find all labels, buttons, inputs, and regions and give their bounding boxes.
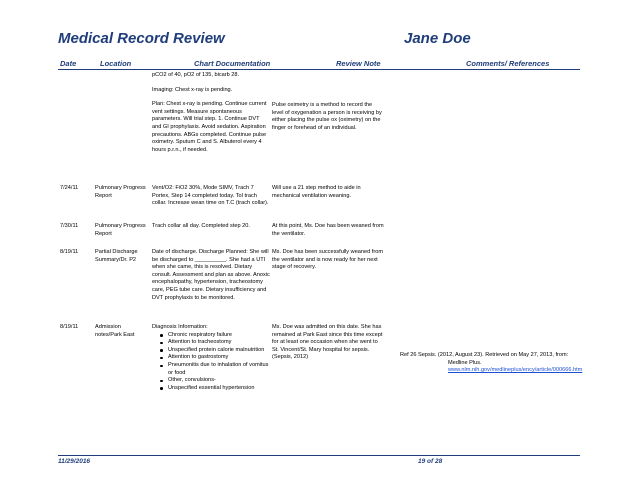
row-2-review-note: At this point, Ms. Doe has been weaned from the ventilator. [272, 223, 384, 237]
row-1-date: 7/24/11 [60, 185, 79, 191]
reference-link[interactable]: www.nlm.nih.gov/medlineplus/ency/article/000666.htm [448, 367, 583, 374]
list-item: Unspecified protein calorie malnutrition [168, 347, 270, 355]
column-header-chart-documentation: Chart Documentation [194, 59, 271, 68]
row-1-documentation: Vent/O2: FiO2 30%, Mode SIMV, Trach 7 Portex, Step 14 completed today. Tol trach collar. Increase wean time on T.C (trach collar). [152, 185, 269, 207]
list-item: Other, convulsions- [168, 377, 270, 385]
row-4-documentation [152, 324, 270, 392]
row-0-documentation [152, 72, 270, 161]
column-header-review-note: Review Note [336, 59, 381, 68]
row-3-location: Partial Discharge Summary/Dr. P2 [95, 249, 138, 263]
row-4-date: 8/19/11 [60, 324, 79, 330]
header-divider [58, 69, 580, 70]
row-0-review-note: Pulse oximetry is a method to record the level of oxygenation a person is receiving by either placing the pulse ox (oximetry) on the finger or forehead of an individual. [272, 102, 382, 131]
reference-text: Ref 26 Sepsis. (2012, August 23). Retrieved on May 27, 2013, from: Medline Plus. [400, 352, 569, 366]
column-header-date: Date [60, 59, 77, 68]
doc-paragraph: Imaging: Chest x-ray is pending. [152, 86, 233, 93]
column-header-comments: Comments/ References [466, 59, 550, 68]
row-3-documentation: Date of discharge. Discharge Planned: She will be discharged to __________. She had a UTI when she came, this is resolved. Dietary consult. Assessment and plan as above. Anoxic encephalopathy, hypertension, tracheostomy care, PEG tube care. Dietary insufficiency and DVT prophylaxis to be monitored. [152, 249, 270, 301]
page-title: Medical Record Review [58, 30, 225, 47]
footer-date: 11/29/2016 [58, 458, 91, 465]
doc-paragraph: Plan: Chest x-ray is pending. Continue current vent settings. Measure spontaneous parameters. Will trial step. 1. Continue DVT and GI prophylaxis. Avoid sedation. Aspiration precautions. ABGs completed. Continue pulse oximetry. Sputum C and S. Albuterol every 4 hours p.r.n., if needed. [152, 101, 267, 153]
row-4-location: Admission notes/Park East [95, 324, 135, 338]
doc-paragraph: pCO2 of 40, pO2 of 135, bicarb 28. [152, 72, 240, 78]
column-header-location: Location [100, 59, 132, 68]
row-3-review-note: Ms. Doe has been successfully weaned from the ventilator and is now ready for her next stage of recovery. [272, 249, 383, 271]
list-item: Chronic respiratory failure [168, 332, 270, 340]
row-2-date: 7/30/11 [60, 223, 79, 229]
list-item: Unspecified essential hypertension [168, 385, 270, 393]
footer-divider [58, 455, 580, 456]
row-2-documentation: Trach collar all day. Completed step 20. [152, 223, 250, 229]
diagnosis-heading: Diagnosis Information: [152, 324, 208, 330]
diagnosis-list [152, 332, 270, 393]
patient-name: Jane Doe [404, 30, 471, 47]
row-2-location: Pulmonary Progress Report [95, 223, 146, 237]
list-item: Attention to gastrostomy [168, 354, 270, 362]
row-1-location: Pulmonary Progress Report [95, 185, 146, 199]
row-4-comments [400, 352, 583, 375]
row-3-date: 8/19/11 [60, 249, 79, 255]
row-1-review-note: Will use a 21 step method to aide in mechanical ventilation weaning. [272, 185, 361, 199]
footer-page-number: 19 of 28 [418, 458, 443, 465]
list-item: Pneumonitis due to inhalation of vomitus or food [168, 361, 269, 376]
row-4-review-note: Ms. Doe was admitted on this date. She has remained at Park East since this time except for at least one occasion when she went to St. Vincent/St. Mary hospital for sepsis. (Sepsis, 2012) [272, 324, 383, 361]
list-item: Attention to tracheostomy [168, 339, 270, 347]
